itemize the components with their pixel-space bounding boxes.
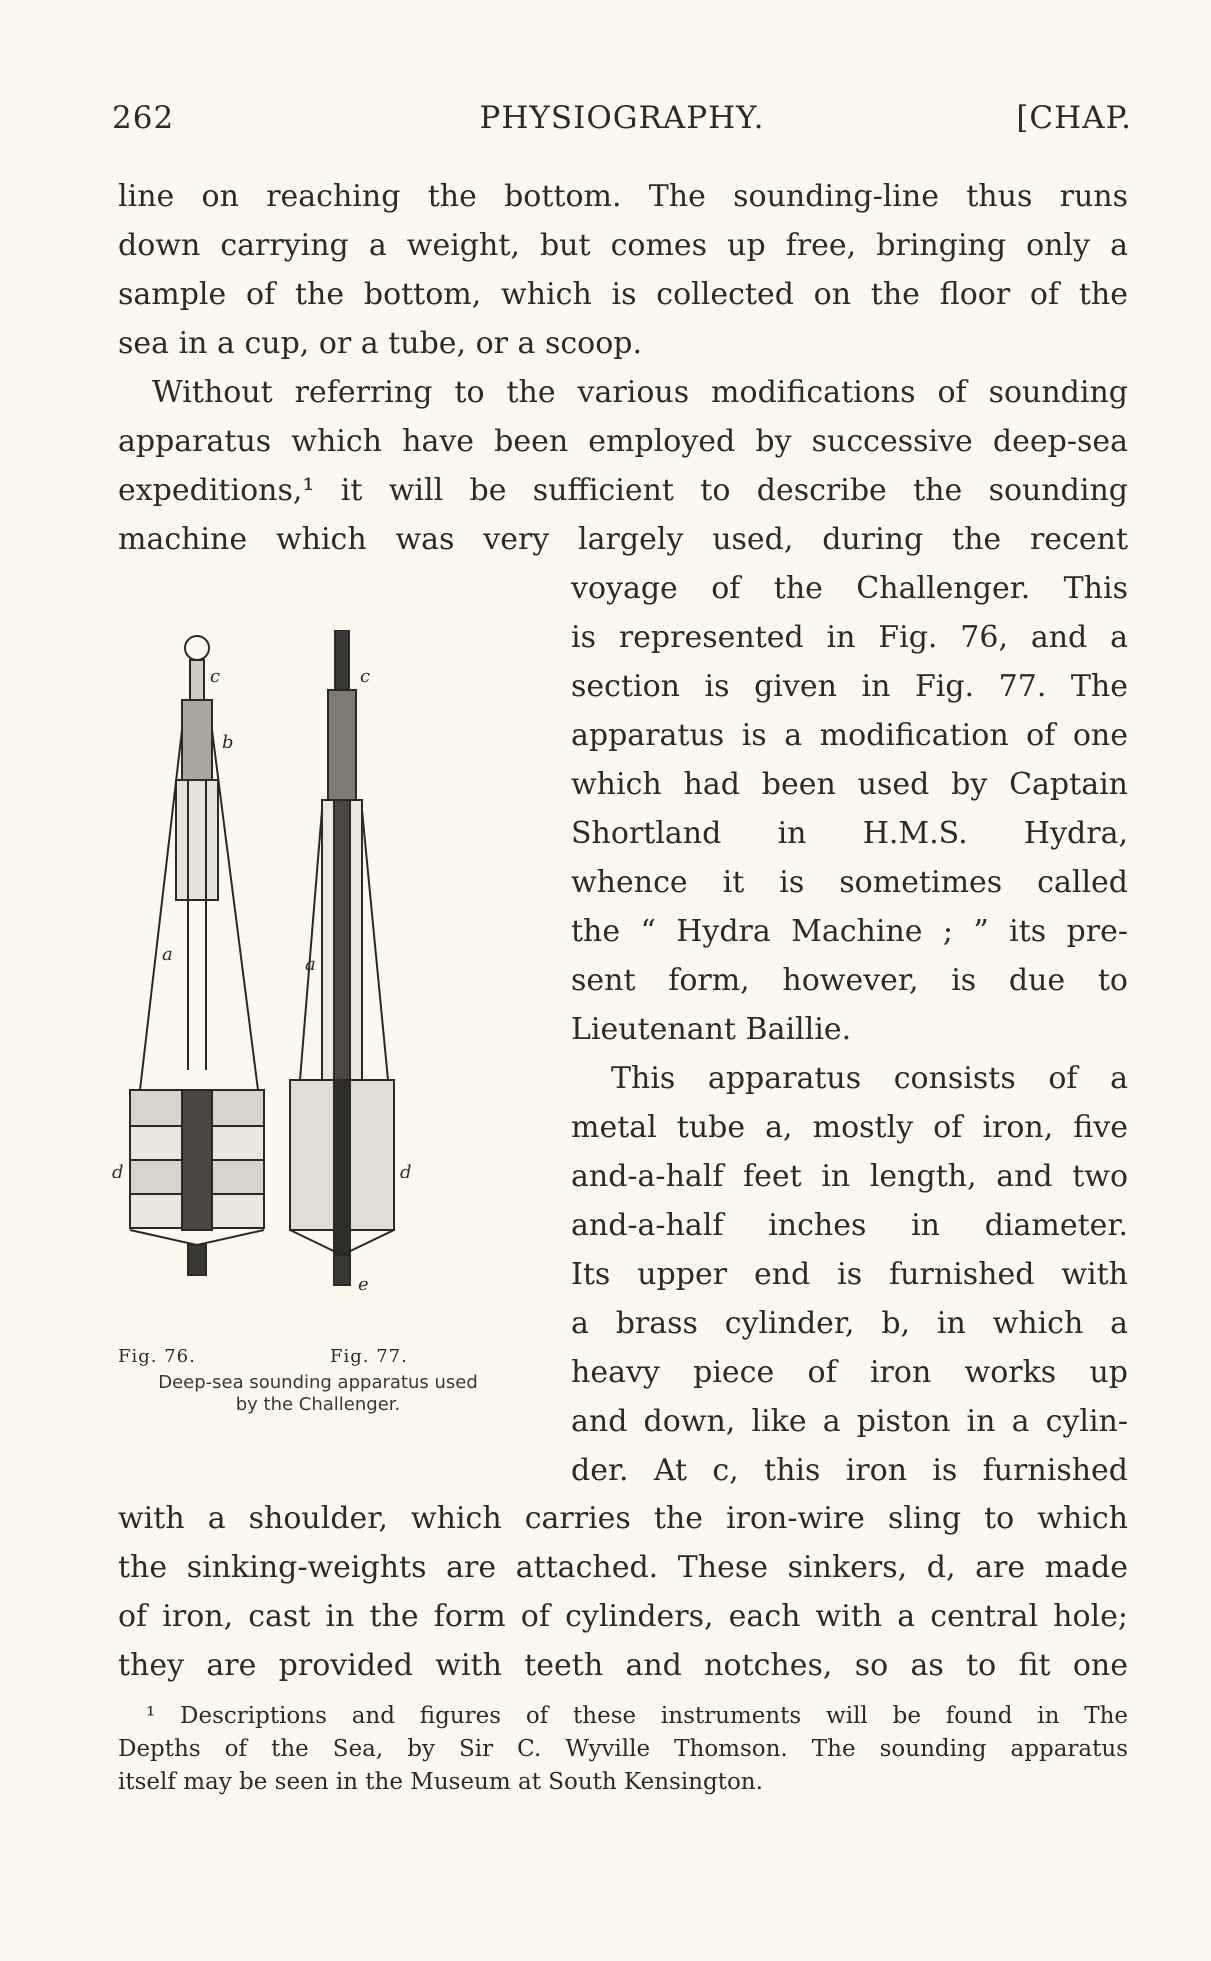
text-line: and-a-half feet in length, and two (571, 1159, 1128, 1194)
text-line: machine which was very largely used, during the recent (118, 522, 1128, 557)
text-line: of iron, cast in the form of cylinders, each with a central hole; (118, 1599, 1128, 1634)
body-text-bottom (118, 1494, 1128, 1690)
text-line: which had been used by Captain (571, 767, 1128, 802)
text-line: Shortland in H.M.S. Hydra, (571, 816, 1128, 851)
text-line: metal tube a, mostly of iron, five (571, 1110, 1128, 1145)
figure-label-76: Fig. 76. (118, 1346, 196, 1367)
fig-letter-a: a (162, 944, 173, 965)
apparatus-drawing (110, 630, 520, 1360)
footnote-line: itself may be seen in the Museum at South Kensington. (118, 1769, 763, 1795)
text-line: Lieutenant Baillie. (571, 1012, 852, 1047)
footnote (118, 1700, 1128, 1799)
running-header (112, 100, 1132, 146)
fig-letter-b: b (222, 732, 234, 753)
text-line: the sinking-weights are attached. These sinkers, d, are made (118, 1550, 1128, 1585)
text-line: down carrying a weight, but comes up free, bringing only a (118, 228, 1128, 263)
text-line: whence it is sometimes called (571, 865, 1128, 900)
text-line: apparatus which have been employed by successive deep-sea (118, 424, 1128, 459)
figure-label-77: Fig. 77. (330, 1346, 408, 1367)
text-line: apparatus is a modification of one (571, 718, 1128, 753)
text-line: heavy piece of iron works up (571, 1355, 1128, 1390)
fig-letter-a: a (305, 954, 316, 975)
text-line: is represented in Fig. 76, and a (571, 620, 1128, 655)
text-line: This apparatus consists of a (611, 1061, 1128, 1096)
text-line: a brass cylinder, b, in which a (571, 1306, 1128, 1341)
body-text-side (571, 564, 1128, 1495)
fig-letter-d: d (112, 1162, 124, 1183)
text-line: the “ Hydra Machine ; ” its pre- (571, 914, 1128, 949)
running-title: PHYSIOGRAPHY. (479, 100, 765, 136)
text-line: with a shoulder, which carries the iron-wire sling to which (118, 1501, 1128, 1536)
text-line: and down, like a piston in a cylin- (571, 1404, 1128, 1439)
fig-letter-d: d (400, 1162, 412, 1183)
figure-caption (108, 1372, 528, 1416)
text-line: sample of the bottom, which is collected on the floor of the (118, 277, 1128, 312)
sounding-apparatus-figure (110, 630, 520, 1360)
text-line: they are provided with teeth and notches, so as to fit one (118, 1648, 1128, 1683)
text-line: Without referring to the various modifications of sounding (152, 375, 1128, 410)
fig-letter-e: e (358, 1274, 369, 1295)
fig-letter-c: c (360, 666, 371, 687)
text-line: expeditions,¹ it will be sufficient to describe the sounding (118, 473, 1128, 508)
text-line: and-a-half inches in diameter. (571, 1208, 1128, 1243)
chapter-mark: [CHAP. (1016, 100, 1132, 136)
text-line: sea in a cup, or a tube, or a scoop. (118, 326, 643, 361)
caption-line: by the Challenger. (235, 1394, 401, 1415)
text-line: Its upper end is furnished with (571, 1257, 1128, 1292)
text-line: der. At c, this iron is furnished (571, 1453, 1128, 1488)
text-line: voyage of the Challenger. This (571, 571, 1128, 606)
footnote-line: ¹ Descriptions and figures of these instruments will be found in The (146, 1703, 1128, 1729)
text-line: line on reaching the bottom. The sounding-line thus runs (118, 179, 1128, 214)
footnote-line: Depths of the Sea, by Sir C. Wyville Thomson. The sounding apparatus (118, 1736, 1128, 1762)
caption-line: Deep-sea sounding apparatus used (158, 1372, 478, 1393)
body-text-top (118, 172, 1128, 564)
text-line: section is given in Fig. 77. The (571, 669, 1128, 704)
fig-letter-c: c (210, 666, 221, 687)
page-number: 262 (112, 100, 175, 136)
text-line: sent form, however, is due to (571, 963, 1128, 998)
